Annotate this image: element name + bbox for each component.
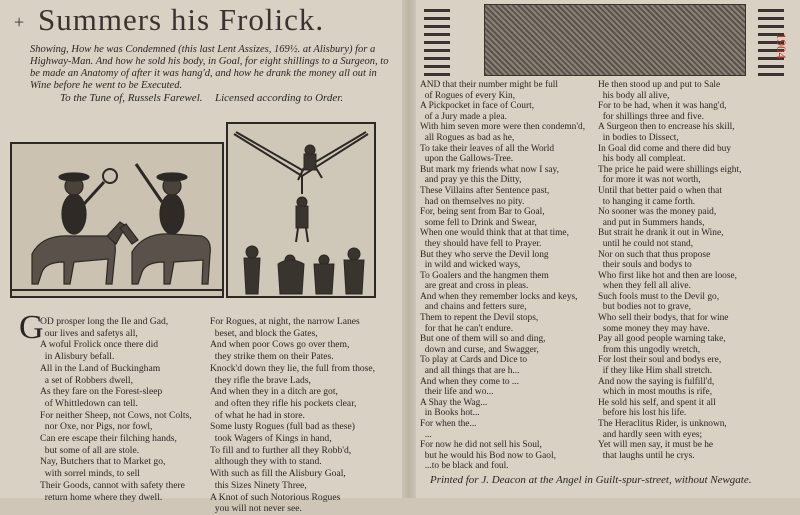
- verse-line: And when they in a ditch are got,: [210, 386, 338, 398]
- verse-line: To Goalers and the hangmen them: [420, 270, 549, 281]
- verse-line: this Sizes Ninety Three,: [210, 479, 307, 491]
- verse-line: For neither Sheep, not Cows, not Colts,: [40, 409, 192, 421]
- horsemen-image: [12, 144, 222, 296]
- verse-line: Can ere escape their filching hands,: [40, 433, 177, 445]
- verse-line: These Villains after Sentence past,: [420, 185, 550, 196]
- verse-line: had on themselves no pity.: [420, 196, 525, 207]
- verse-line: The Heraclitus Rider, is unknown,: [598, 419, 727, 429]
- verse-line: for more it was not worth,: [598, 175, 701, 186]
- verse-line: A Shay the Wag...: [420, 397, 488, 408]
- verse-line: and put in Summers hands,: [598, 217, 705, 228]
- verse-line: our lives and safetys all,: [40, 327, 138, 339]
- verse-line: all Rogues as bad as he,: [420, 132, 515, 143]
- verse-line: but bodies not to grave,: [598, 302, 691, 313]
- center-fold: [402, 0, 416, 498]
- verse-line: for shillings three and five.: [598, 111, 704, 122]
- tune-line: To the Tune of, Russels Farewel.: [60, 92, 203, 104]
- verse-line: Them to repent the Devil stops,: [420, 313, 539, 324]
- verse-line: some fell to Drink and Swear,: [420, 217, 537, 228]
- verse-line: Who first like hot and then are loose,: [598, 270, 738, 281]
- verse-line: to hanging it came forth.: [598, 196, 696, 207]
- imprint-line: Printed for J. Deacon at the Angel in Guilt-spur-street, without Newgate.: [430, 474, 752, 486]
- verse-line: are great and cross in pleas.: [420, 281, 529, 292]
- ballad-title: Summers his Frolick.: [38, 2, 325, 37]
- verse-line: Nay, Butchers that to Market go,: [40, 456, 166, 468]
- verse-line: although they with to stand.: [210, 456, 322, 468]
- verse-line: He sold his self, and spent it all: [598, 397, 716, 408]
- verse-line: A woful Frolick once there did: [40, 339, 159, 351]
- verse-line: The price he paid were shillings eight,: [598, 164, 742, 175]
- title-mark: +: [14, 12, 25, 32]
- verse-line: To fill and to further all they Robb'd,: [210, 444, 352, 456]
- woodcut-horsemen: [10, 142, 224, 298]
- verse-line: Nor on such that thus propose: [598, 249, 711, 260]
- margin-mark: 1904: [774, 33, 789, 59]
- verse-line: of a Jury made a plea.: [420, 111, 507, 122]
- verse-line: ...: [420, 429, 432, 440]
- verse-column-3: [420, 80, 585, 472]
- verse-line: Until that better paid o when that: [598, 185, 722, 196]
- gallows-image: [228, 124, 374, 296]
- verse-line: a set of Robbers dwell,: [40, 374, 133, 386]
- verse-line: from this ungodly wretch,: [598, 344, 701, 355]
- verse-line: but he would his Bod now to Gaol,: [420, 450, 556, 461]
- verse-line: And when poor Cows go over them,: [210, 339, 350, 351]
- verse-line: in Alisbury befall.: [40, 351, 115, 363]
- verse-line: To take their leaves of all the World: [420, 143, 555, 154]
- verse-line: A Knot of such Notorious Rogues: [210, 491, 341, 503]
- verse-line: took Wagers of Kings in hand,: [210, 433, 332, 445]
- verse-line: when they fell all alive.: [598, 281, 691, 292]
- verse-line: For Rogues, at night, the narrow Lanes: [210, 316, 360, 327]
- verse-line: But strait he drank it out in Wine,: [598, 228, 724, 239]
- verse-line: But they who serve the Devil long: [420, 249, 549, 260]
- verse-line: in bodies to Dissect,: [598, 132, 679, 143]
- verse-line: if they like Him shall stretch.: [598, 366, 713, 377]
- verse-line: and pray ye this the Ditty,: [420, 175, 522, 186]
- verse-column-1: [40, 316, 192, 503]
- verse-line: For, being sent from Bar to Goal,: [420, 207, 545, 218]
- verse-line: With such as fill the Alisbury Goal,: [210, 468, 346, 480]
- woodcut-gallows: [226, 122, 376, 298]
- verse-line: which in most mouths is rife,: [598, 387, 713, 398]
- verse-line: his body all compleat.: [598, 154, 686, 165]
- verse-line: A Surgeon then to encrease his skill,: [598, 122, 735, 133]
- verse-line: ...to be black and foul.: [420, 461, 509, 472]
- verse-column-2: [210, 316, 375, 515]
- verse-line: you will not never see.: [210, 503, 302, 515]
- verse-line: Knock'd down they lie, the full from those,: [210, 362, 376, 374]
- verse-line: and chains and fetters sure,: [420, 302, 527, 313]
- verse-line: down and curse, and Swagger,: [420, 344, 539, 355]
- verse-line: and all things that are h...: [420, 366, 520, 377]
- verse-line: Who sell their bodys, that for wine: [598, 313, 729, 324]
- verse-line: A Pickpocket in face of Court,: [420, 101, 535, 112]
- verse-line: As they fare on the Forest-sleep: [40, 386, 163, 398]
- verse-line: And when they remember locks and keys,: [420, 291, 578, 302]
- verse-line: No sooner was the money paid,: [598, 207, 717, 218]
- verse-line: with sorrel minds, to sell: [40, 468, 140, 480]
- verse-line: until he could not stand,: [598, 238, 694, 249]
- licensed-line: Licensed according to Order.: [215, 92, 344, 104]
- verse-line: return home where they dwell.: [40, 491, 163, 503]
- verse-line: in wild and wicked ways,: [420, 260, 521, 271]
- verse-line: And when they come to ...: [420, 376, 519, 387]
- verse-line: But mark my friends what now I say,: [420, 164, 559, 175]
- verse-line: their life and wo...: [420, 387, 494, 398]
- verse-line: in Books hot...: [420, 408, 480, 419]
- verse-line: they should have fell to Prayer.: [420, 238, 542, 249]
- verse-line: For to be had, when it was hang'd,: [598, 101, 727, 112]
- verse-line: For when the...: [420, 419, 477, 429]
- verse-line: and hardly seen with eyes;: [598, 429, 703, 440]
- decorative-header-band: [484, 4, 746, 76]
- verse-line: To play at Cards and Dice to: [420, 355, 528, 366]
- verse-line: before his lost his life.: [598, 408, 687, 419]
- verse-line: but some of all are stole.: [40, 444, 140, 456]
- verse-line: For lost their soul and bodys ere,: [598, 355, 722, 366]
- verse-line: Pay all good people warning take,: [598, 334, 726, 345]
- verse-line: they rifle the brave Lads,: [210, 374, 311, 386]
- verse-line: and often they rifle his pockets clear,: [210, 397, 357, 409]
- verse-line: for that he can't endure.: [420, 323, 514, 334]
- verse-line: nor Oxe, nor Pigs, nor fowl,: [40, 421, 153, 433]
- verse-line: And now the saying is fulfill'd,: [598, 376, 715, 387]
- verse-line: AND that their number might be full: [420, 80, 558, 90]
- verse-line: OD prosper long the Ile and Gad,: [40, 316, 169, 327]
- verse-line: their souls and bodys to: [598, 260, 692, 271]
- verse-line: they strike them on their Pates.: [210, 351, 334, 363]
- verse-line: beset, and block the Gates,: [210, 327, 318, 339]
- verse-line: Yet will men say, it must be he: [598, 440, 714, 451]
- verse-line: When one would think that at that time,: [420, 228, 569, 239]
- verse-line: of Rogues of every Kin,: [420, 90, 516, 101]
- verse-line: All in the Land of Buckingham: [40, 362, 161, 374]
- subtitle-showing: Showing, How he was Condemned (this last Lent Assizes, 169½. at Alisbury) for a Highway-Man. And how he sold his body, in Goal, for eight shillings to a Surgeon, to be made an Anatomy of after it was hang'd, and how he drank the money all out in Wine before he went to be Executed.: [30, 44, 389, 91]
- verse-line: Their Goods, cannot with safety there: [40, 479, 185, 491]
- verse-line: that laughs until he crys.: [598, 450, 695, 461]
- ornament-left: [424, 4, 450, 76]
- verse-line: of Whittledown can tell.: [40, 397, 138, 409]
- verse-line: But one of them will so and ding,: [420, 334, 546, 345]
- verse-line: Such fools must to the Devil go,: [598, 291, 720, 302]
- verse-line: upon the Gallows-Tree.: [420, 154, 514, 165]
- verse-line: Some lusty Rogues (full bad as these): [210, 421, 355, 433]
- drop-capital: G: [19, 309, 44, 346]
- verse-line: He then stood up and put to Sale: [598, 80, 721, 90]
- verse-column-4: [598, 80, 741, 461]
- verse-line: For now he did not sell his Soul,: [420, 440, 542, 451]
- verse-line: some money they may have.: [598, 323, 710, 334]
- verse-line: With him seven more were then condemn'd,: [420, 122, 586, 133]
- verse-line: his body all alive,: [598, 90, 670, 101]
- verse-line: of what he had in store.: [210, 409, 305, 421]
- verse-line: In Goal did come and there did buy: [598, 143, 732, 154]
